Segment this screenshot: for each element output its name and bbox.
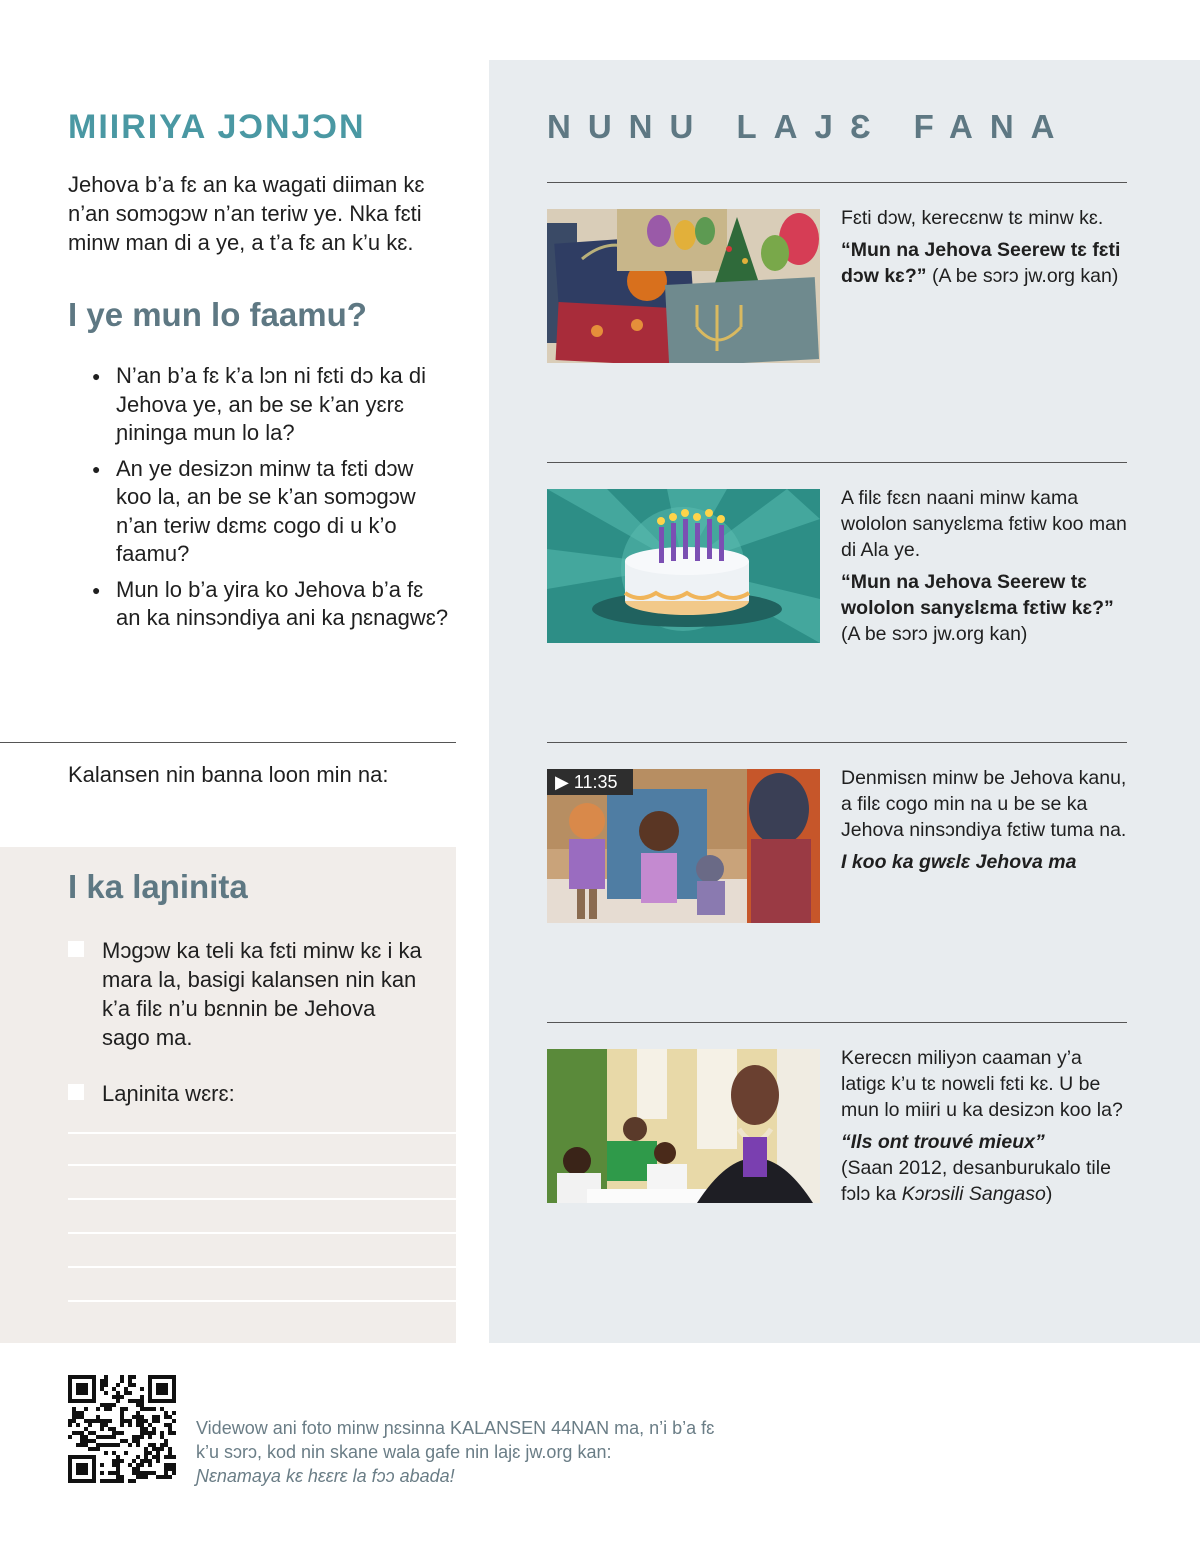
writing-line[interactable] [68, 1166, 456, 1200]
divider [547, 462, 1127, 463]
article-link[interactable]: “Mun na Jehova Seerew tɛ wololon sanyɛlɛma fɛtiw kɛ?” [841, 571, 1114, 619]
publication-title: Kɔrɔsili Sangaso [901, 1183, 1046, 1205]
video-duration-badge [547, 769, 633, 795]
writing-lines[interactable] [68, 1132, 456, 1302]
checkbox[interactable] [68, 1084, 84, 1100]
item-source: (A be sɔrɔ jw.org kan) [931, 265, 1119, 287]
practice-task-other [68, 1079, 428, 1108]
play-icon: ▶ [555, 772, 569, 792]
review-question: ● An ye desizɔn minw ta fɛti dɔw koo la, an be se k’an somɔgɔw n’an teriw dɛmɛ cogo di u k’o faamu? [92, 455, 452, 569]
review-list [92, 362, 452, 640]
related-item [841, 485, 1131, 647]
practice-title: I ka laɲinita [68, 868, 248, 905]
discover-title: NUNU LAJƐ FANA [547, 108, 1072, 145]
writing-line[interactable] [68, 1132, 456, 1166]
video-duration: 11:35 [573, 772, 618, 792]
related-item [841, 205, 1131, 289]
video-link[interactable]: I koo ka gwɛlɛ Jehova ma [841, 851, 1077, 873]
birthday-cake-image[interactable] [547, 489, 820, 643]
item-description: Fɛti dɔw, kerecɛnw tɛ minw kɛ. [841, 207, 1104, 229]
writing-line[interactable] [68, 1234, 456, 1268]
practice-task-text: Laɲinita wɛrɛ: [102, 1081, 235, 1106]
review-question: ● Mun lo b’a yira ko Jehova b’a fɛ an ka ninsɔndiya ani ka ɲɛnagwɛ? [92, 576, 452, 633]
family-photo-image[interactable] [547, 1049, 820, 1203]
item-description: Denmisɛn minw be Jehova kanu, a filɛ cogo min na u be se ka Jehova ninsɔndiya fɛtiw tuma na. [841, 767, 1127, 841]
divider [0, 742, 456, 743]
divider [547, 1022, 1127, 1023]
divider [547, 182, 1127, 183]
practice-task-text: Mɔgɔw ka teli ka fɛti minw kɛ i ka mara la, basigi kalansen nin kan k’a filɛ n’u bɛnnin be Jehova sago ma. [102, 938, 422, 1050]
review-question: ● N’an b’a fɛ k’a lɔn ni fɛti dɔ ka di Jehova ye, an be se k’an yɛrɛ ɲininga mun lo la? [92, 362, 452, 448]
publication-title: Ɲɛnamaya kɛ hɛɛrɛ la fɔɔ abada! [196, 1466, 455, 1486]
checkbox[interactable] [68, 941, 84, 957]
item-source [841, 1155, 1131, 1207]
item-source: (A be sɔrɔ jw.org kan) [841, 623, 1028, 645]
article-title[interactable]: “Mun na Jehova Seerew tɛ fɛti dɔw kɛ?” [841, 239, 1121, 287]
article-link[interactable] [841, 237, 1131, 289]
writing-line[interactable] [68, 1268, 456, 1302]
video-thumbnail[interactable] [547, 769, 820, 923]
source-prefix: (Saan 2012, desanburukalo tile fɔlɔ ka [841, 1157, 1111, 1205]
item-description: Kerecɛn miliyɔn caaman y’a latigɛ k’u tɛ nowɛli fɛti kɛ. U be mun lo miiri u ka desizɔn koo la? [841, 1047, 1123, 1121]
divider [547, 742, 1127, 743]
related-item [841, 765, 1131, 875]
footer-text [196, 1416, 716, 1488]
review-title: I ye mun lo faamu? [68, 296, 367, 333]
article-link[interactable]: “Ils ont trouvé mieux” [841, 1131, 1045, 1153]
summary-title: MIIRIYA JƆNJƆN [68, 108, 366, 146]
summary-text: Jehova b’a fɛ an ka wagati diiman kɛ n’an somɔgɔw n’an teriw ye. Nka fɛti minw man di a ye, a t’a fɛ an k’u kɛ. [68, 172, 425, 255]
qr-code[interactable] [68, 1375, 176, 1483]
writing-line[interactable] [68, 1200, 456, 1234]
item-description: A filɛ fɛɛn naani minw kama wololon sanyɛlɛma fɛtiw koo man di Ala ye. [841, 487, 1127, 561]
practice-task [68, 936, 428, 1052]
footer-description: Videwow ani foto minw ɲɛsinna KALANSEN 44NAN ma, n’i b’a fɛ k’u sɔrɔ, kod nin skane wala gafe nin lajɛ jw.org kan: [196, 1418, 715, 1462]
holiday-collage-image[interactable] [547, 209, 820, 363]
related-item [841, 1045, 1131, 1207]
completion-date-label: Kalansen nin banna loon min na: [68, 762, 389, 787]
source-suffix: ) [1045, 1183, 1053, 1205]
